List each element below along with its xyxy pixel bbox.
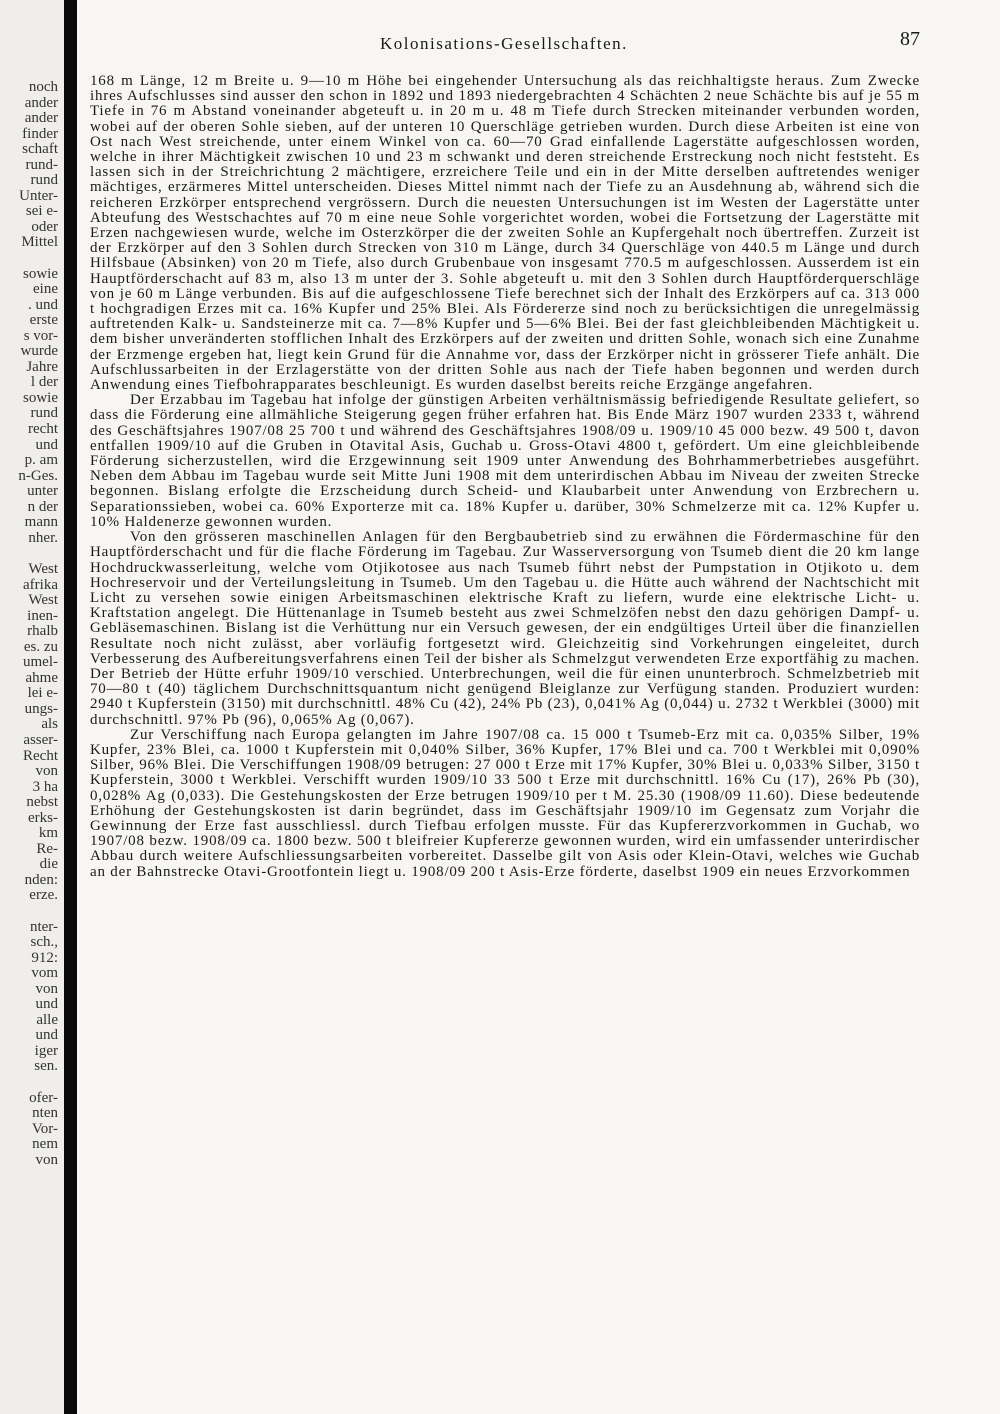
page-number: 87: [900, 28, 920, 50]
paragraph-machinery-smelter: Von den grösseren maschinellen Anlagen für den Bergbaubetrieb sind zu erwähnen die Fördermaschine für den Hauptförderschacht und für die flache Förderung im Tagebau. Zur Wasserversorgung von Tsumeb dient die 20 km lange Hochdruckwasserleitung, welche vom Otjikotosee aus nach Tsumeb führt nebst der Pumpstation in Otjikoto u. dem Hochreservoir und der Verteilungsleitung in Tsumeb. Um den Tagebau u. die Hütte auch während der Nachtschicht mit Licht zu versehen sowie einigen Arbeitsmaschinen elektrische Kraft zu liefern, wurde eine elektrische Licht- u. Kraftstation angelegt. Die Hüttenanlage in Tsumeb besteht aus zwei Schmelzöfen nebst den dazu gehörigen Dampf- u. Gebläsemaschinen. Bislang ist die Verhüttung nur ein Versuch gewesen, der ein endgültiges Urteil über die finanziellen Resultate noch nicht zulässt, aber vorläufig fortgesetzt wird. Gleichzeitig sind Vorkehrungen eingeleitet, durch Verbesserung des Aufbereitungsverfahrens einen Teil der bisher als Schmelzgut verwendeten Erze exportfähig zu machen. Der Betrieb der Hütte erfuhr 1909/10 verschied. Unterbrechungen, weil die für einen ununterbroch. Schmelzbetrieb mit 70—80 t (40) täglichem Durchschnittsquantum nicht genügend Bleiglanze zur Verfügung standen. Produziert wurden: 2940 t Kupferstein (3150) mit durchschnittl. 48% Cu (42), 24% Pb (23), 0,041% Ag (0,044) u. 2732 t Werkblei (3000) mit durchschnittl. 97% Pb (96), 0,065% Ag (0,067).: [90, 529, 920, 728]
binding-shadow: [64, 0, 77, 1414]
paragraph-tsumeb-deposit: 168 m Länge, 12 m Breite u. 9—10 m Höhe bei eingehender Untersuchung als das reichhaltigste heraus. Zum Zwecke ihres Aufschlusses sind ausser den schon in 1892 und 1893 niedergebrachten 4 Schächten 2 neue Schächte bis auf je 55 m Tiefe in 76 m Abstand voneinander abgeteuft u. in 20 m u. 48 m Tiefe durch Strecken miteinander verbunden worden, wobei auf der oberen Sohle sieben, auf der unteren 10 Querschläge getrieben wurden. Durch diese Arbeiten ist eine von Ost nach West streichende, unter einem Winkel von ca. 60—70 Grad einfallende Lagerstätte aufgeschlossen worden, welche in ihrer Mächtigkeit zwischen 10 und 23 m schwankt und deren streichende Erstreckung noch nicht feststeht. Es lassen sich in der Streichrichtung 2 mächtigere, erzreichere Teile und ein in der Mitte derselben auftretendes weniger mächtiges, erzärmeres Mittel unterscheiden. Dieses Mittel nimmt nach der Tiefe zu an Ausdehnung ab, während sich die reicheren Erzkörper entsprechend vergrössern. Durch die neuesten Untersuchungen ist im Westen der Lagerstätte unter Abteufung des Westschachtes auf 70 m eine neue Sohle vorgerichtet worden, wobei die Fortsetzung der Lagerstätte mit Erzen nachgewiesen wurde, welche im Osterzkörper die der zweiten Sohle an Kupfergehalt noch übertreffen. Zurzeit ist der Erzkörper auf den 3 Sohlen durch Strecken von 310 m Länge, durch 34 Querschläge von 440.5 m Länge und durch Hilfsbaue (Absinken) von 20 m Tiefe, also durch Grubenbaue von insgesamt 770.5 m aufgeschlossen. Ausserdem ist ein Hauptförderschacht auf 83 m, also 13 m unter der 3. Sohle abgeteuft u. mit den 3 Sohlen durch Hauptförderquerschläge von je 60 m Länge verbunden. Bis auf die aufgeschlossene Tiefe berechnet sich der Inhalt des Erzkörpers auf ca. 313 000 t hochgradigen Erzes mit ca. 16% Kupfer und 25% Blei. Als Fördererze sind noch zu berücksichtigen die unregelmässig auftretenden Kalk- u. Sandsteinerze mit ca. 7—8% Kupfer und 5—6% Blei. Bei der fast gleichbleibenden Mächtigkeit u. dem bisher unveränderten stofflichen Inhalt des Erzkörpers auf der zweiten und dritten Sohle, wonach sich eine Zunahme der Erzmenge ergeben hat, liegt kein Grund für die Annahme vor, dass der Erzkörper nicht in grösserer Tiefe anhält. Die Aufschlussarbeiten in der Erzlagerstätte von der dritten Sohle aus nach der Tiefe haben begonnen und werden durch Anwendung eines Tiefbohrapparates beschleunigt. Es wurden daselbst bereits reiche Erzgänge angefahren.: [90, 73, 920, 394]
paragraph-open-pit-mining: Der Erzabbau im Tagebau hat infolge der günstigen Arbeiten verhältnismässig befriedigende Resultate geliefert, so dass die Förderung eine allmähliche Steigerung gegen früher erfahren hat. Bis Ende März 1907 wurden 2333 t, während des Geschäftsjahres 1907/08 25 700 t und während des Geschäftsjahres 1908/09 u. 1909/10 45 000 bezw. 49 500 t, davon entfallen 1909/10 auf die Gruben in Otavital Asis, Guchab u. Gross-Otavi 4800 t, gefördert. Um eine gleichbleibende Förderung sicherzustellen, wird die Erzgewinnung seit 1909 unter Anwendung des Bohrhammerbetriebes ausgeführt. Neben dem Abbau im Tagebau wurde seit Mitte Juni 1908 mit dem unterirdischen Abbau im Niveau der zweiten Strecke begonnen. Bislang erfolgte die Erzscheidung durch Scheid- und Klaubarbeit unter Anwendung von Erzbrechern u. Separationssieben, wobei ca. 60% Exporterze mit ca. 18% Kupfer u. darüber, 30% Schmelzerze mit ca. 12% Kupfer u. 10% Haldenerze gewonnen wurden.: [90, 392, 920, 530]
previous-page-fragments: noch ander ander finder schaft rund- rund Unter- sei e- oder Mittel sowie eine . und erste s vor- wurde Jahre l der sowie rund recht und p. am n-Ges. unter n der mann nher. West afrika West inen- rhalb es. zu umel- ahme lei e- ungs- als asser- Recht von 3 ha nebst erks- km Re- die nden: erze. nter- sch., 912: vom von und alle und iger sen. ofer- nten Vor- nem von: [18, 79, 58, 1168]
running-title: Kolonisations-Gesellschaften.: [380, 34, 628, 53]
running-header: [90, 28, 920, 58]
text-body: [90, 74, 920, 880]
paragraph-shipments: Zur Verschiffung nach Europa gelangten im Jahre 1907/08 ca. 15 000 t Tsumeb-Erz mit ca. 0,035% Silber, 19% Kupfer, 23% Blei, ca. 1000 t Kupferstein mit 0,040% Silber, 36% Kupfer, 17% Blei und ca. 700 t Werkblei mit 0,090% Silber, 96% Blei. Die Verschiffungen 1908/09 betrugen: 27 000 t Erze mit 17% Kupfer, 30% Blei u. 0,033% Silber, 3150 t Kupferstein, 3000 t Werkblei. Verschifft wurden 1909/10 33 500 t Erze mit durchschnittl. 16% Cu (17), 26% Pb (30), 0,028% Ag (0,033). Die Gestehungskosten der Erze betrugen 1909/10 per t M. 25.30 (1908/09 11.60). Diese bedeutende Erhöhung der Gestehungskosten ist darin begründet, dass im Geschäftsjahr 1909/10 im Gegensatz zum Vorjahr die Gewinnung der Erze fast ausschliessl. durch Tiefbau erfolgen musste. Für das Kupfererzvorkommen in Guchab, wo 1907/08 bezw. 1908/09 ca. 1800 bezw. 500 t bleifreier Kupfererze gewonnen wurden, wird ein umfassender unterirdischer Abbau durch weitere Aufschliessungsarbeiten vorbereitet. Dasselbe gilt von Asis oder Klein-Otavi, welches wie Guchab an der Bahnstrecke Otavi-Grootfontein liegt u. 1908/09 200 t Asis-Erze förderte, daselbst 1909 ein neues Erzvorkommen: [90, 726, 920, 880]
page: [90, 0, 920, 1414]
previous-page-edge: [0, 0, 64, 1414]
